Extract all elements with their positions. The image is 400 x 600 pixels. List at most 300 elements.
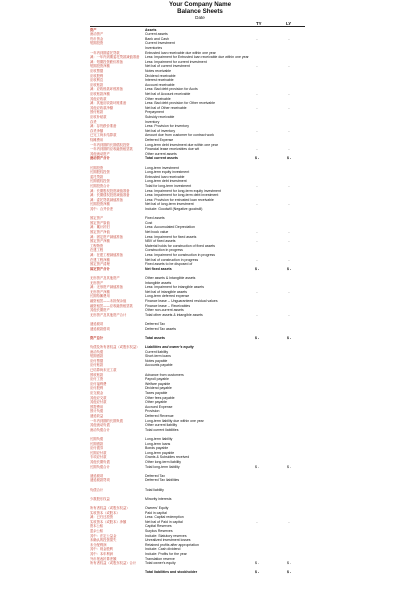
statement-row: [0, 414, 400, 418]
row-label-en: Bank and Cash: [145, 36, 169, 41]
row-label-en: Paid in capital: [145, 510, 167, 515]
statement-row: [0, 55, 400, 59]
column-header-ly: LY: [286, 21, 292, 26]
statement-row: [0, 110, 400, 114]
row-label-zh: 资本公积: [90, 524, 104, 529]
row-label-zh: 其他应收款净额: [90, 105, 114, 110]
row-value-ty: -: [256, 257, 258, 262]
row-label-en: Include: Profits for the year: [145, 551, 187, 556]
statement-row: [0, 69, 400, 73]
row-label-en: Net bal of inventory: [145, 128, 176, 133]
row-label-en: Total long-term liability: [145, 464, 180, 469]
row-value-ty: -: [256, 239, 258, 244]
row-label-zh: 应收股利: [90, 73, 104, 78]
row-label-zh: 长期负债合计: [90, 464, 110, 469]
row-label-zh: 其他流动资产: [90, 151, 110, 156]
row-label-zh: 减：无形资产减值准备: [90, 285, 123, 290]
statement-row: [0, 566, 400, 570]
statement-row: [0, 290, 400, 294]
row-label-zh: 固定资产净值: [90, 229, 110, 234]
row-label-zh: 长期股权投资: [90, 170, 110, 175]
row-value-ly: -: [288, 239, 290, 244]
statement-row: [0, 511, 400, 515]
row-label-en: Subsidy receivable: [145, 114, 175, 119]
statement-row: [0, 202, 400, 206]
row-value-ty: $ -: [254, 570, 260, 575]
statement-row: [0, 166, 400, 170]
statement-row: [0, 235, 400, 239]
row-label-zh: 无形资产净额: [90, 289, 110, 294]
statement-row: [0, 432, 400, 436]
statement-row: [0, 101, 400, 105]
row-label-en: Other current liability: [145, 423, 178, 428]
row-label-zh: 应收账款净额: [90, 91, 110, 96]
row-label-en: Less: Accumulated Depreciation: [145, 225, 195, 230]
row-value-ty: -: [256, 229, 258, 234]
statement-row: [0, 258, 400, 262]
row-label-zh: 一年内到期委托贷款: [90, 50, 120, 55]
row-label-zh: 已完工尚未结算款: [90, 133, 117, 138]
row-label-en: Deferred Tax: [145, 321, 165, 326]
statement-row: [0, 124, 400, 128]
row-label-zh: 长期负债: [90, 436, 104, 441]
row-label-en: Total liabilities and stockholder: [145, 570, 198, 575]
row-label-en: Other fees payable: [145, 395, 175, 400]
statement-row: [0, 524, 400, 528]
row-value-ly: $ -: [286, 570, 292, 575]
statement-row: [0, 143, 400, 147]
statement-row: [0, 64, 400, 68]
row-label-zh: 其他长期资产: [90, 308, 110, 313]
statement-row: [0, 161, 400, 165]
statement-row: [0, 478, 400, 482]
row-label-en: Net bal of Paid in capital: [145, 519, 183, 524]
row-value-ty: $ -: [254, 561, 260, 566]
statement-row: [0, 244, 400, 248]
row-label-en: Translation reserve: [145, 556, 175, 561]
row-label-en: Less: Impairment for Entrusted loan receivable due within one year: [145, 55, 249, 60]
row-label-en: Inventory: [145, 119, 160, 124]
row-label-zh: 其中：合并价差: [90, 206, 114, 211]
statement-row: [0, 239, 400, 243]
row-label-zh: 存货: [90, 119, 97, 124]
row-label-en: Payroll payable: [145, 377, 169, 382]
statement-row: [0, 570, 400, 574]
statement-row: [0, 382, 400, 386]
row-label-zh: 无形资产及其他资产合计: [90, 312, 127, 317]
row-label-zh: 预提费用: [90, 404, 104, 409]
row-label-zh: 资产: [90, 27, 97, 32]
statement-row: [0, 78, 400, 82]
statement-row: [0, 129, 400, 133]
row-value-ty: -: [256, 183, 258, 188]
row-label-en: Net bal of construction in progress: [145, 257, 199, 262]
row-label-en: Long-term payable: [145, 450, 175, 455]
row-value-ty: -: [256, 312, 258, 317]
statement-row: [0, 253, 400, 257]
statement-row: [0, 350, 400, 354]
row-value-ty: -: [256, 64, 258, 69]
row-label-en: Bonds payable: [145, 446, 169, 451]
statement-row: [0, 262, 400, 266]
row-label-zh: 短期投资: [90, 41, 104, 46]
row-label-zh: 融资租赁——未担保余值: [90, 298, 127, 303]
statement-row: [0, 497, 400, 501]
row-label-zh: 流动负债: [90, 349, 104, 354]
row-label-en: Capital Reserves: [145, 524, 172, 529]
row-label-en: Entrusted loan receivable: [145, 174, 185, 179]
row-label-en: Accrued Expense: [145, 404, 173, 409]
statement-row: [0, 506, 400, 510]
row-label-zh: 负债及所有者权益（或股东权益）: [90, 344, 140, 349]
row-label-en: Total for long-term investment: [145, 183, 192, 188]
row-label-zh: 减：一年内到期委托贷款减值准备: [90, 55, 140, 60]
statement-row: [0, 212, 400, 216]
row-value-ty: -: [256, 36, 258, 41]
statement-row: [0, 51, 400, 55]
row-label-en: Include: Cash dividend: [145, 547, 181, 552]
row-label-zh: 一年内到期的长期负债: [90, 418, 123, 423]
row-label-zh: 减：长期债权投资减值准备: [90, 193, 130, 198]
statement-row: [0, 308, 400, 312]
row-label-en: Total owner's equity: [145, 561, 176, 566]
row-label-en: Net bal of long-term investment: [145, 202, 194, 207]
row-label-zh: 应付账款: [90, 363, 104, 368]
row-label-zh: 其中：法定公益金: [90, 533, 117, 538]
statement-row: [0, 409, 400, 413]
row-value-ly: $ -: [286, 464, 292, 469]
row-label-zh: 应收补贴款: [90, 114, 107, 119]
row-label-en: Grants & Subsidies received: [145, 455, 190, 460]
row-label-en: Amount due from customer for contract work: [145, 133, 215, 138]
statement-row: [0, 359, 400, 363]
row-label-zh: 减：应收账款坏账准备: [90, 87, 123, 92]
statement-row: [0, 474, 400, 478]
statement-row: [0, 198, 400, 202]
row-label-zh: 流动资产: [90, 32, 104, 37]
row-label-en: Deferred Tax liabilities: [145, 478, 180, 483]
row-label-en: Other receivable: [145, 96, 171, 101]
statement-row: [0, 405, 400, 409]
statement-row: [0, 396, 400, 400]
row-label-en: Less: Impairment for intangible assets: [145, 285, 204, 290]
row-label-zh: 货币资金: [90, 36, 104, 41]
row-label-zh: 固定资产合计: [90, 266, 110, 271]
row-label-zh: 所有者权益（或股东权益）: [90, 505, 130, 510]
row-label-zh: 应交税金: [90, 390, 104, 395]
row-label-zh: 长期投资净额: [90, 202, 110, 207]
row-label-en: Deferred Tax: [145, 473, 165, 478]
row-label-en: Long-term investment: [145, 165, 179, 170]
statement-row: [0, 216, 400, 220]
row-label-en: Total current liabilities: [145, 427, 179, 432]
statement-row: [0, 248, 400, 252]
statement-row: [0, 322, 400, 326]
row-label-zh: 其中：现金股利: [90, 547, 114, 552]
row-label-zh: 应收票据: [90, 68, 104, 73]
row-label-zh: 递延税项: [90, 321, 104, 326]
row-label-en: Less: Capital redemption: [145, 515, 184, 520]
row-label-zh: 预收账款: [90, 372, 104, 377]
statement-row: [0, 115, 400, 119]
row-value-ly: -: [288, 36, 290, 41]
row-label-zh: 流动资产合计: [90, 156, 110, 161]
row-label-zh: 在建工程: [90, 248, 104, 253]
row-value-ty: -: [256, 91, 258, 96]
statement-row: [0, 465, 400, 469]
row-label-zh: 一年内到期的长期债权投资: [90, 142, 130, 147]
statement-row: [0, 552, 400, 556]
row-label-zh: 长期借款: [90, 441, 104, 446]
row-label-en: Long-term deferred expense: [145, 294, 190, 299]
row-label-zh: 融资租赁——应收融资租赁款: [90, 303, 133, 308]
row-value-ty: -: [256, 147, 258, 152]
statement-row: [0, 419, 400, 423]
row-label-en: Material holds for construction of fixed assets: [145, 243, 216, 248]
statement-row: [0, 37, 400, 41]
row-label-en: Total assets: [145, 335, 165, 340]
row-label-zh: 其他长期负债: [90, 459, 110, 464]
statement-row: [0, 133, 400, 137]
row-label-zh: 固定资产原值: [90, 220, 110, 225]
row-label-en: Net book value: [145, 229, 169, 234]
row-label-en: Inventories: [145, 45, 163, 50]
statement-row: [0, 423, 400, 427]
statement-row: [0, 41, 400, 45]
row-label-zh: 其中：本年利润: [90, 551, 114, 556]
statement-row: [0, 271, 400, 275]
row-label-zh: 存货净额: [90, 128, 104, 133]
statement-row: [0, 391, 400, 395]
statement-row: [0, 179, 400, 183]
row-label-zh: 其他应收款: [90, 96, 107, 101]
row-label-en: Other payable: [145, 400, 167, 405]
row-label-zh: 预付账款: [90, 110, 104, 115]
row-label-en: Less: Impairment for current investment: [145, 59, 207, 64]
row-label-zh: 长期债权投资: [90, 179, 110, 184]
row-value-ly: -: [288, 289, 290, 294]
statement-row: [0, 534, 400, 538]
row-value-ty: $ -: [254, 266, 260, 271]
row-value-ly: $ -: [286, 156, 292, 161]
row-label-en: Include: Goodwill (Negative goodwill): [145, 206, 203, 211]
row-value-ly: -: [288, 91, 290, 96]
row-label-en: Fixed assets: [145, 216, 165, 221]
row-label-en: Long-term equity investment: [145, 170, 190, 175]
row-value-ly: -: [288, 147, 290, 152]
row-label-zh: 已结算尚未完工款: [90, 367, 117, 372]
row-value-ly: -: [288, 183, 290, 188]
statement-row: [0, 520, 400, 524]
statement-row: [0, 336, 400, 340]
row-label-en: Other non-current assets: [145, 308, 184, 313]
statement-row: [0, 386, 400, 390]
company-name: Your Company Name: [168, 1, 232, 8]
row-label-zh: 流动负债合计: [90, 427, 110, 432]
row-label-en: Account receivable: [145, 82, 175, 87]
statement-row: [0, 189, 400, 193]
row-value-ty: -: [256, 128, 258, 133]
row-value-ty: -: [256, 289, 258, 294]
statement-row: [0, 400, 400, 404]
statement-row: [0, 207, 400, 211]
statement-row: [0, 267, 400, 271]
statement-row: [0, 317, 400, 321]
row-label-en: Other current assets: [145, 151, 177, 156]
row-label-en: Assets: [145, 27, 157, 32]
statement-row: [0, 97, 400, 101]
row-label-zh: 应收账款: [90, 82, 104, 87]
row-label-en: Liabilities and owner's equity: [145, 344, 194, 349]
column-header-ty: TY: [256, 21, 262, 26]
statement-row: [0, 83, 400, 87]
statement-row: [0, 543, 400, 547]
row-label-zh: 递延税项: [90, 473, 104, 478]
statement-row: [0, 547, 400, 551]
row-label-zh: 无形资产: [90, 280, 104, 285]
statement-row: [0, 428, 400, 432]
row-label-zh: 盈余公积: [90, 528, 104, 533]
sheet-title: Balance Sheets: [177, 8, 223, 15]
row-label-en: Total current assets: [145, 156, 179, 161]
statement-row: [0, 46, 400, 50]
row-label-zh: 实收资本（或股本）净额: [90, 519, 127, 524]
row-label-en: Deferred Expense: [145, 137, 174, 142]
row-label-en: Intangible assets: [145, 280, 172, 285]
row-label-en: Less: Impairment for long-term equity investment: [145, 188, 221, 193]
statement-row: [0, 377, 400, 381]
statement-row: [0, 442, 400, 446]
statement-row: [0, 373, 400, 377]
row-label-zh: 实收资本（或股本）: [90, 510, 120, 515]
statement-row: [0, 106, 400, 110]
row-label-zh: 其他应付款: [90, 400, 107, 405]
row-label-en: Retained profits after appropriation: [145, 542, 199, 547]
statement-row: [0, 501, 400, 505]
row-label-en: Finance lease -- Unguaranteed residual values: [145, 298, 218, 303]
row-label-en: Long-term liability due within one year: [145, 418, 204, 423]
statement-row: [0, 87, 400, 91]
statement-row: [0, 156, 400, 160]
statement-row: [0, 446, 400, 450]
row-label-en: Net fixed assets: [145, 266, 172, 271]
statement-row: [0, 354, 400, 358]
row-label-zh: 递延收益: [90, 413, 104, 418]
row-label-en: Welfare payable: [145, 381, 171, 386]
row-label-zh: 短期投资净额: [90, 64, 110, 69]
row-value-ty: -: [256, 202, 258, 207]
row-label-zh: 外币报表折算差额: [90, 556, 117, 561]
statement-row: [0, 561, 400, 565]
row-label-en: Total other assets & intangible assets: [145, 312, 203, 317]
row-label-en: Unrealized investment losses: [145, 538, 191, 543]
row-label-zh: 应付福利费: [90, 381, 107, 386]
row-label-en: Financial lease receivables due wit: [145, 147, 200, 152]
row-label-en: Dividend receivable: [145, 73, 176, 78]
row-value-ly: -: [288, 312, 290, 317]
row-label-en: Current Investment: [145, 41, 175, 46]
statement-row: [0, 345, 400, 349]
statement-row: [0, 193, 400, 197]
statement-row: [0, 60, 400, 64]
row-label-en: Total liability: [145, 487, 164, 492]
row-label-zh: 其他应交款: [90, 395, 107, 400]
statement-row: [0, 363, 400, 367]
statement-row: [0, 437, 400, 441]
row-label-en: Other long-term liability: [145, 459, 181, 464]
row-label-en: Less: Bad debt provision for Other receivable: [145, 101, 216, 106]
statement-row: [0, 225, 400, 229]
row-label-en: Long-term liability: [145, 436, 173, 441]
row-label-en: Include: Statutory reserves: [145, 533, 187, 538]
row-label-zh: 未确认的投资损失: [90, 538, 117, 543]
statement-row: [0, 451, 400, 455]
row-label-zh: 固定资产: [90, 216, 104, 221]
statement-row: [0, 368, 400, 372]
row-label-zh: 一年内到期的应收融资租赁款: [90, 147, 133, 152]
row-label-en: Construction in progress: [145, 248, 183, 253]
row-label-zh: 减：长期股权投资减值准备: [90, 188, 130, 193]
row-label-zh: 预计负债: [90, 409, 104, 414]
row-label-zh: 应付工资: [90, 377, 104, 382]
row-label-zh: 无形资产及其他资产: [90, 275, 120, 280]
row-label-en: Deferred Tax assets: [145, 326, 177, 331]
statement-row: [0, 492, 400, 496]
statement-row: [0, 221, 400, 225]
row-label-zh: 减：固定资产减值准备: [90, 234, 123, 239]
row-label-en: Accounts payable: [145, 363, 173, 368]
row-label-en: Long-term loans: [145, 441, 171, 446]
row-label-zh: 减：累计折旧: [90, 225, 110, 230]
row-label-en: Advance from customers: [145, 372, 184, 377]
row-label-en: Fixed assets to be disposed of: [145, 262, 193, 267]
row-label-zh: 减：短期投资跌价准备: [90, 59, 123, 64]
row-label-en: Other assets & Intangible assets: [145, 275, 196, 280]
row-value-ly: -: [288, 105, 290, 110]
statement-row: [0, 455, 400, 459]
row-label-en: Less: Provision for entrusted loan receivable: [145, 197, 214, 202]
row-label-en: Deferred Revenue: [145, 413, 174, 418]
row-label-en: Current liability: [145, 349, 169, 354]
statement-row: [0, 469, 400, 473]
row-label-zh: 所有者权益（或股东权益）合计: [90, 561, 137, 566]
statement-row: [0, 488, 400, 492]
statement-row: [0, 120, 400, 124]
row-label-en: Net bal of intangible assets: [145, 289, 188, 294]
row-label-en: Net bal of Other receivable: [145, 105, 187, 110]
row-label-en: Provision: [145, 409, 160, 414]
row-label-zh: 应付票据: [90, 358, 104, 363]
row-label-zh: 固定资产清理: [90, 262, 110, 267]
row-value-ly: -: [288, 64, 290, 69]
row-label-en: Net bal of current investment: [145, 64, 190, 69]
statement-row: [0, 138, 400, 142]
row-label-zh: 减：存货跌价准备: [90, 124, 117, 129]
row-label-en: Less: Impairment for long-term debt investment: [145, 193, 219, 198]
row-label-zh: 减：已归还投资: [90, 515, 114, 520]
row-label-zh: 应付债券: [90, 446, 104, 451]
row-label-en: Net bal of Account receivable: [145, 91, 191, 96]
row-label-en: Minority interests: [145, 496, 172, 501]
row-label-zh: 短期借款: [90, 354, 104, 359]
statement-row: [0, 483, 400, 487]
statement-row: [0, 92, 400, 96]
row-value-ly: -: [288, 257, 290, 262]
row-label-en: Prepayment: [145, 110, 164, 115]
row-label-zh: 固定资产净额: [90, 239, 110, 244]
row-label-en: Long-term debt investment due within one year: [145, 142, 218, 147]
row-label-zh: 其他流动负债: [90, 423, 110, 428]
